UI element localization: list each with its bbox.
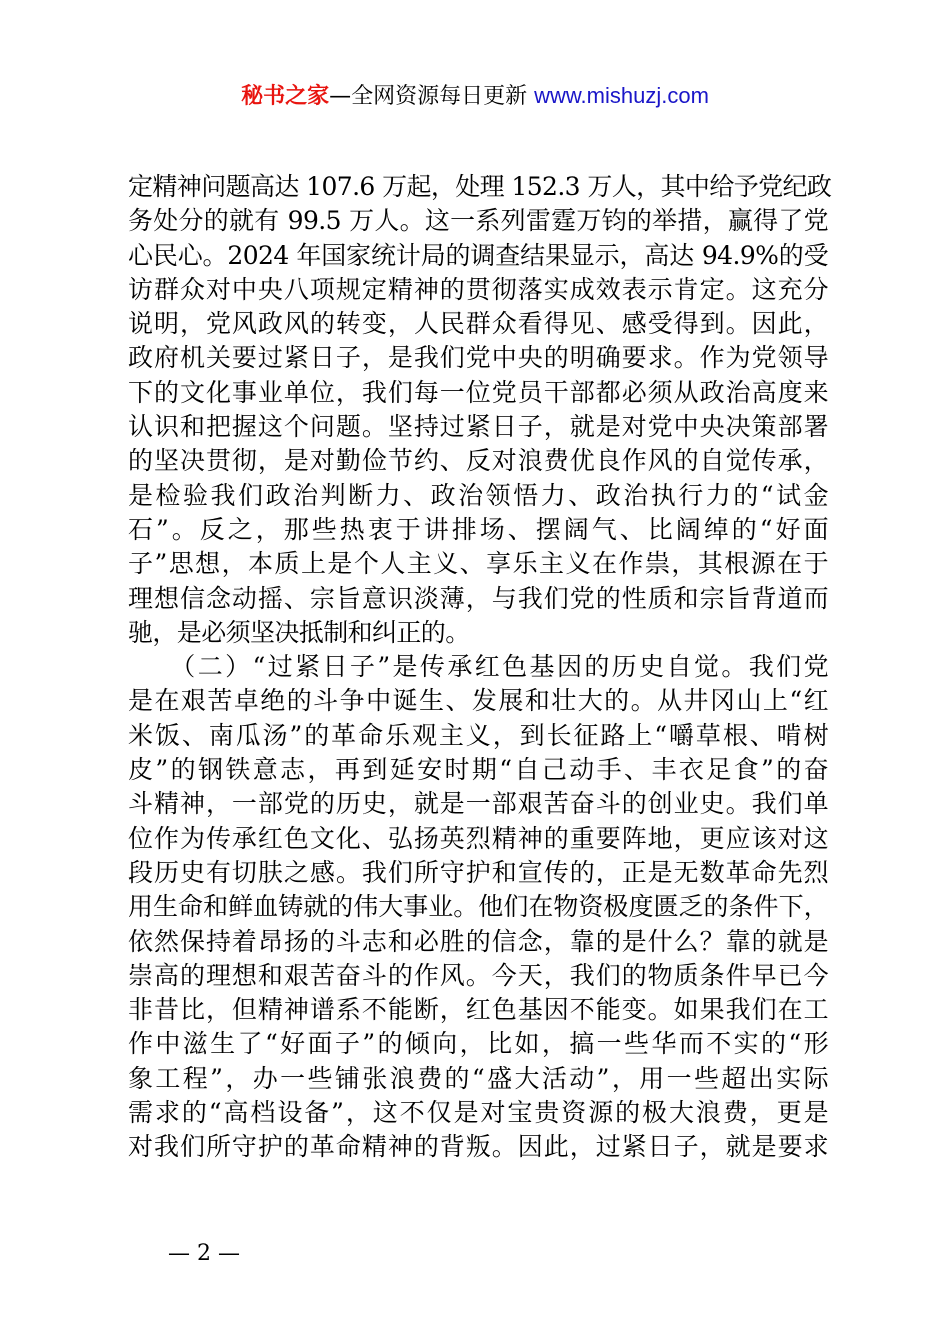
body-line: 需求的“高档设备”，这不仅是对宝贵资源的极大浪费，更是 (128, 1098, 828, 1128)
body-line: 认识和把握这个问题。坚持过紧日子，就是对党中央决策部署 (128, 412, 828, 442)
body-line: 位作为传承红色文化、弘扬英烈精神的重要阵地，更应该对这 (128, 823, 828, 853)
body-line: 依然保持着昂扬的斗志和必胜的信念，靠的是什么？靠的就是 (128, 926, 828, 956)
body-line: 心民心。2024 年国家统计局的调查结果显示，高达 94.9%的受 (128, 240, 828, 270)
section-heading-line: （二）“过紧日子”是传承红色基因的历史自觉。我们党 (128, 652, 828, 682)
body-line: 下的文化事业单位，我们每一位党员干部都必须从政治高度来 (128, 377, 828, 407)
body-line: 非昔比，但精神谱系不能断，红色基因不能变。如果我们在工 (128, 995, 828, 1025)
body-line: 说明，党风政风的转变，人民群众看得见、感受得到。因此， (128, 309, 828, 339)
body-line: 崇高的理想和艰苦奋斗的作风。今天，我们的物质条件早已今 (128, 960, 828, 990)
body-line: 斗精神，一部党的历史，就是一部艰苦奋斗的创业史。我们单 (128, 789, 828, 819)
body-line: 子”思想，本质上是个人主义、享乐主义在作祟，其根源在于 (128, 549, 828, 579)
body-line: 访群众对中央八项规定精神的贯彻落实成效表示肯定。这充分 (128, 274, 828, 304)
body-line: 政府机关要过紧日子，是我们党中央的明确要求。作为党领导 (128, 343, 828, 373)
body-line: 象工程”，办一些铺张浪费的“盛大活动”，用一些超出实际 (128, 1063, 828, 1093)
brand-name: 秘书之家 (241, 84, 330, 109)
body-line: 对我们所守护的革命精神的背叛。因此，过紧日子，就是要求 (128, 1132, 828, 1162)
body-line: 驰，是必须坚决抵制和纠正的。 (128, 617, 470, 647)
body-line: 是在艰苦卓绝的斗争中诞生、发展和壮大的。从井冈山上“红 (128, 686, 828, 716)
body-line: 是检验我们政治判断力、政治领悟力、政治执行力的“试金 (128, 480, 828, 510)
body-line: 段历史有切肤之感。我们所守护和宣传的，正是无数革命先烈 (128, 857, 828, 887)
body-line: 的坚决贯彻，是对勤俭节约、反对浪费优良作风的自觉传承， (128, 446, 828, 476)
body-line: 定精神问题高达 107.6 万起，处理 152.3 万人，其中给予党纪政 (128, 172, 832, 201)
site-url[interactable]: www.mishuzj.com (534, 83, 709, 108)
body-line: 石”。反之，那些热衷于讲排场、摆阔气、比阔绰的“好面 (128, 514, 828, 544)
body-line: 用生命和鲜血铸就的伟大事业。他们在物资极度匮乏的条件下， (128, 892, 828, 922)
body-line: 理想信念动摇、宗旨意识淡薄，与我们党的性质和宗旨背道而 (128, 583, 828, 613)
document-body (128, 170, 832, 1165)
header-tagline: —全网资源每日更新 (329, 84, 528, 109)
body-line: 米饭、南瓜汤”的革命乐观主义，到长征路上“嚼草根、啃树 (128, 720, 828, 750)
body-line: 皮”的钢铁意志，再到延安时期“自己动手、丰衣足食”的奋 (128, 755, 828, 785)
site-header (0, 80, 950, 113)
page-number: — 2 — (168, 1241, 240, 1266)
body-line: 作中滋生了“好面子”的倾向，比如，搞一些华而不实的“形 (128, 1029, 828, 1059)
body-line: 务处分的就有 99.5 万人。这一系列雷霆万钧的举措，赢得了党 (128, 206, 828, 236)
